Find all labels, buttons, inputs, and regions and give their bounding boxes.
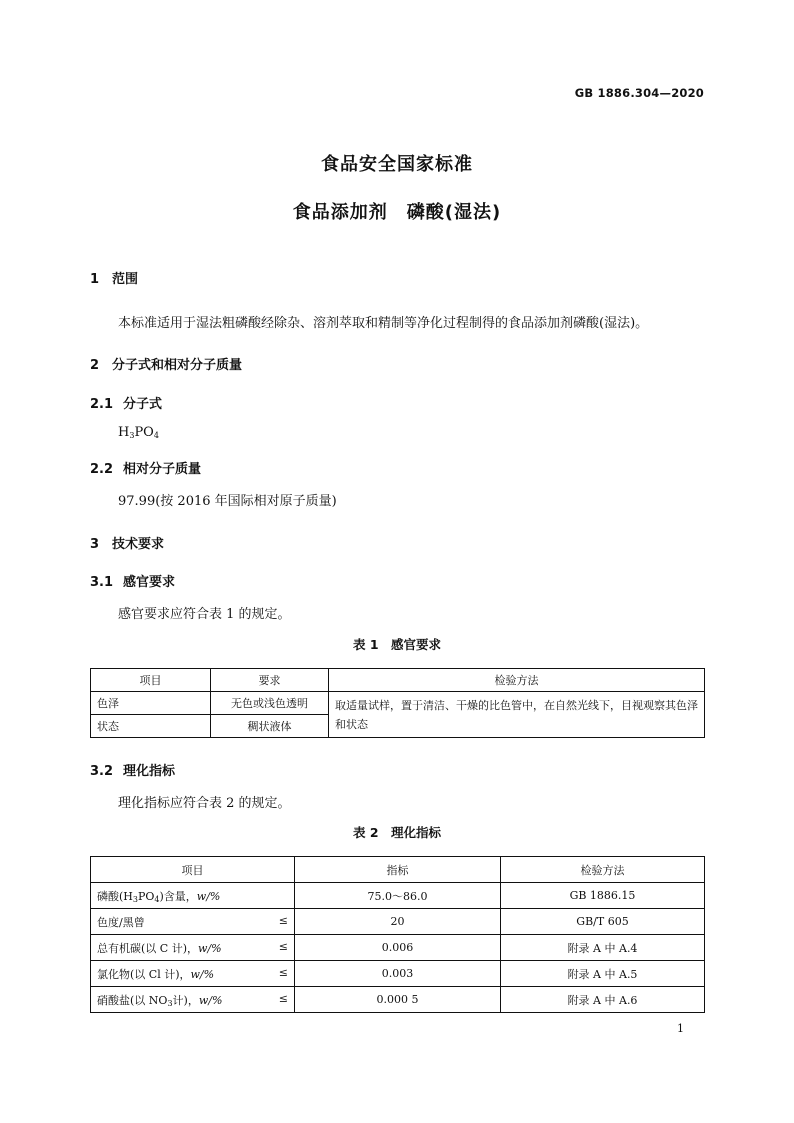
method-cell: 取适量试样，置于清洁、干燥的比色管中，在自然光线下，目视观察其色泽和状态: [329, 692, 705, 738]
section-number: 2.1: [90, 397, 114, 412]
column-header: 项目: [91, 669, 211, 692]
table-row: [91, 987, 705, 1013]
section-number: 2: [90, 358, 100, 373]
item-cell: 总有机碳(以 C 计)，w/% ≤: [91, 935, 295, 961]
item-cell: 色泽: [91, 692, 211, 715]
column-header: 检验方法: [329, 669, 705, 692]
section-3-2-text: 理化指标应符合表 2 的规定。: [118, 796, 291, 811]
method-cell: GB 1886.15: [501, 883, 705, 909]
section-2-1-heading: [90, 393, 162, 412]
section-number: 2.2: [90, 462, 114, 477]
table-header-row: [91, 669, 705, 692]
table-row: [91, 909, 705, 935]
column-header: 项目: [91, 857, 295, 883]
value-cell: 75.0～86.0: [295, 883, 501, 909]
document-subtitle: 食品添加剂 磷酸(湿法): [292, 202, 502, 223]
less-equal-symbol: ≤: [278, 939, 288, 953]
section-2-2-heading: [90, 458, 201, 477]
section-number: 1: [90, 272, 100, 287]
item-cell: 色度/黑曾 ≤: [91, 909, 295, 935]
table-header-row: [91, 857, 705, 883]
value-cell: 20: [295, 909, 501, 935]
column-header: 检验方法: [501, 857, 705, 883]
table-row: [91, 935, 705, 961]
method-cell: 附录 A 中 A.6: [501, 987, 705, 1013]
table-row: [91, 883, 705, 909]
page-number: 1: [677, 1022, 684, 1035]
section-title: 分子式: [123, 397, 163, 412]
section-title: 技术要求: [112, 537, 165, 552]
section-title: 相对分子质量: [123, 462, 202, 477]
section-title: 分子式和相对分子质量: [112, 358, 243, 373]
method-cell: 附录 A 中 A.5: [501, 961, 705, 987]
section-1-text: 本标准适用于湿法粗磷酸经除杂、溶剂萃取和精制等净化过程制得的食品添加剂磷酸(湿法)。: [118, 316, 649, 331]
section-title: 范围: [112, 272, 139, 287]
item-cell: 磷酸$(H_3PO_4)$含量，w/%: [91, 883, 295, 909]
requirement-cell: 无色或浅色透明: [211, 692, 329, 715]
section-3-2-heading: [90, 760, 175, 779]
section-3-1-heading: [90, 571, 175, 590]
section-title: 感官要求: [123, 575, 176, 590]
column-header: 指标: [295, 857, 501, 883]
section-2-heading: [90, 354, 242, 373]
value-cell: 0.000 5: [295, 987, 501, 1013]
standard-number: GB 1886.304—2020: [574, 86, 704, 100]
table-1-caption: 表 1 感官要求: [352, 637, 442, 652]
section-3-heading: [90, 533, 164, 552]
value-cell: 0.006: [295, 935, 501, 961]
item-cell: 氯化物(以 Cl 计)，w/% ≤: [91, 961, 295, 987]
molecular-mass: 97.99(按 2016 年国际相对原子质量): [118, 494, 337, 509]
molecular-formula: $H_3PO_4$: [118, 425, 159, 440]
table-2-caption: 表 2 理化指标: [352, 825, 442, 840]
less-equal-symbol: ≤: [278, 991, 288, 1005]
value-cell: 0.003: [295, 961, 501, 987]
table-row: [91, 961, 705, 987]
method-cell: GB/T 605: [501, 909, 705, 935]
less-equal-symbol: ≤: [278, 913, 288, 927]
section-3-1-text: 感官要求应符合表 1 的规定。: [118, 607, 291, 622]
requirement-cell: 稠状液体: [211, 715, 329, 738]
section-1-heading: [90, 268, 138, 287]
section-number: 3.2: [90, 764, 114, 779]
item-cell: 硝酸盐(以 $NO_3$计)，w/% ≤: [91, 987, 295, 1013]
section-number: 3: [90, 537, 100, 552]
section-title: 理化指标: [123, 764, 176, 779]
table-row: [91, 692, 705, 715]
sensory-requirements-table: [90, 668, 705, 738]
less-equal-symbol: ≤: [278, 965, 288, 979]
column-header: 要求: [211, 669, 329, 692]
section-number: 3.1: [90, 575, 114, 590]
method-cell: 附录 A 中 A.4: [501, 935, 705, 961]
physicochemical-indices-table: [90, 856, 705, 1013]
document-title: 食品安全国家标准: [321, 154, 473, 175]
item-cell: 状态: [91, 715, 211, 738]
